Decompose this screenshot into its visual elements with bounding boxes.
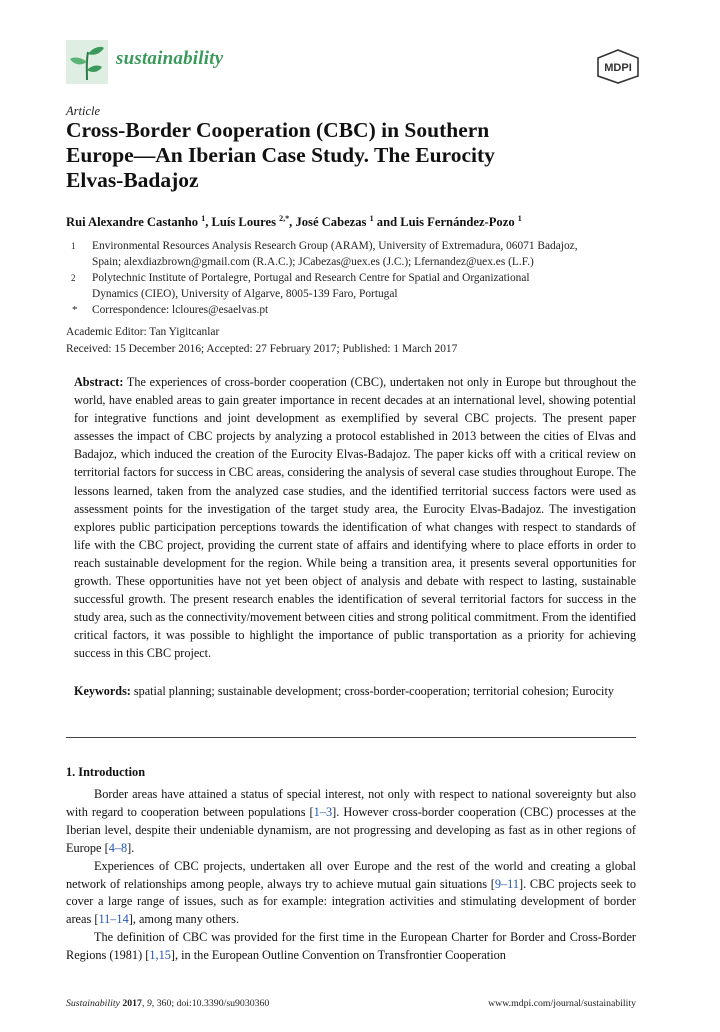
footer-url[interactable]: www.mdpi.com/journal/sustainability (488, 998, 636, 1009)
paragraph-text: The definition of CBC was provided for the first time in the European Charter for Border and Cross-Border Regions (1981) [ (66, 930, 636, 963)
author-name[interactable]: Rui Alexandre Castanho (66, 215, 199, 230)
affiliation-line: Dynamics (CIEO), University of Algarve, 8005-139 Faro, Portugal (92, 288, 398, 300)
journal-leaf-logo-icon (66, 40, 108, 84)
author-separator: , (205, 215, 212, 230)
affiliation-mark: 2 (71, 273, 76, 283)
author-name[interactable]: Luís Loures (211, 215, 276, 230)
paragraph-text: ]. CBC projects seek to cover a large range of issues, such as for example: integration activities and stimulating development of border areas [ (66, 876, 636, 927)
section-divider (66, 737, 636, 738)
affiliation-line: Environmental Resources Analysis Research Group (ARAM), University of Extremadura, 06071 Badajoz, (92, 240, 578, 252)
author-list (66, 214, 646, 230)
paragraph-text: ]. (127, 840, 135, 855)
keywords-label: Keywords: (74, 684, 131, 698)
article-type: Article (66, 104, 101, 118)
citation-link[interactable]: 1,15 (149, 948, 171, 963)
paragraph-text: ]. However cross-border cooperation (CBC) processes at the Iberian level, despite their undeniable dynamism, are not progressing and developing as fast as in other regions of Europe [ (66, 804, 637, 855)
article-meta (66, 324, 457, 358)
correspondence-line: Correspondence: lcloures@esaelvas.pt (92, 304, 269, 316)
footer-volume: 9 (146, 998, 152, 1009)
affiliation-item (66, 302, 646, 318)
citation-link[interactable]: 1–3 (313, 804, 333, 819)
keywords (74, 682, 636, 700)
affiliation-line: Polytechnic Institute of Portalegre, Portugal and Research Centre for Spatial and Organizational (92, 272, 530, 284)
affiliations (66, 238, 646, 318)
paragraph (66, 786, 636, 858)
affiliation-item (66, 270, 646, 302)
publication-dates: Received: 15 December 2016; Accepted: 27 February 2017; Published: 1 March 2017 (66, 343, 458, 355)
academic-editor: Academic Editor: Tan Yigitcanlar (66, 326, 220, 338)
journal-name: sustainability (116, 48, 224, 69)
affiliation-line: Spain; alexdiazbrown@gmail.com (R.A.C.); JCabezas@uex.es (J.C.); Lfernandez@uex.es (L.F.) (92, 256, 534, 268)
journal-header (66, 40, 641, 84)
paragraph-text: ], among many others. (128, 912, 240, 927)
correspondence-mark: * (72, 304, 78, 316)
author-name[interactable]: Luis Fernández-Pozo (400, 215, 515, 230)
author-separator: and (373, 215, 401, 230)
paragraph (66, 929, 636, 965)
introduction-body (66, 786, 636, 965)
title-line: Europe—An Iberian Case Study. The Eurocity (66, 143, 495, 167)
author-name[interactable]: José Cabezas (295, 215, 367, 230)
author-affiliation-mark: 2,* (279, 214, 290, 223)
title-line: Elvas-Badajoz (66, 168, 199, 192)
paragraph-text: ], in the European Outline Convention on Transfrontier Cooperation (170, 948, 506, 963)
citation-link[interactable]: 4–8 (108, 840, 128, 855)
paragraph-text: Border areas have attained a status of special interest, not only with respect to national sovereignty but also with regard to cooperation between populations [ (66, 787, 636, 819)
publisher-name: MDPI (604, 62, 632, 74)
footer-doi: , 360; doi:10.3390/su9030360 (151, 998, 270, 1009)
paragraph-text: Experiences of CBC projects, undertaken all over Europe and the rest of the world and creating a global network of relationships among people, always try to achieve mutual gain situations [ (66, 858, 636, 891)
author-affiliation-mark: 1 (201, 214, 206, 223)
footer-citation: Sustainability 2017, 9, 360; doi:10.3390/su9030360 (66, 998, 270, 1009)
title-line: Cross-Border Cooperation (CBC) in Southern (66, 118, 490, 142)
affiliation-mark: 1 (71, 241, 76, 251)
paragraph (66, 858, 636, 930)
abstract-label: Abstract: (74, 375, 124, 389)
mdpi-logo-icon (595, 48, 641, 84)
section-heading: 1. Introduction (66, 765, 146, 779)
abstract (74, 373, 636, 663)
author-affiliation-mark: 1 (517, 214, 522, 223)
article-title (66, 118, 626, 193)
footer-year: 2017 (122, 998, 142, 1009)
abstract-text: The experiences of cross-border cooperation (CBC), undertaken not only in Europe but throughout the world, have enabled areas to gain greater importance in recent decades at an international level, showing potential for integrative functions and joint development as exemplified by several CBC projects. The present paper assesses the impact of CBC projects by analyzing a protocol established in 2013 between the cities of Elvas and Badajoz, which induced the creation of the Eurocity Elvas-Badajoz. The paper kicks off with a critical review on territorial factors for success in CBC areas, considering the analysis of several case studies throughout Europe. The lessons learned, taken from the analyzed case studies, and the identified territorial success factors were used as assessment points for the investigation of the target study area, the Eurocity Elvas-Badajoz. The investigation explores public participation perceptions towards the identification of what changes with respect to standards of life with the CBC project, providing the current state of affairs and identifying where to place efforts in order to reach sustainable development for the region. While being a transition area, it presents several opportunities for growth. These opportunities have not yet been object of analysis and debate with respect to lasting, sustainable successful growth. The present research enables the identification of several territorial factors for success in the study area, such as the connectivity/movement between cities and strong political commitment. From the identified critical factors, it was possible to highlight the importance of public transportation as a priority for achieving success in this CBC project. (74, 375, 636, 661)
citation-link[interactable]: 11–14 (98, 912, 129, 927)
author-separator: , (289, 215, 296, 230)
citation-link[interactable]: 9–11 (494, 876, 519, 891)
affiliation-item (66, 238, 646, 270)
keywords-text: spatial planning; sustainable development; cross-border-cooperation; territorial cohesion; Eurocity (130, 684, 614, 698)
author-affiliation-mark: 1 (369, 214, 374, 223)
footer-journal: Sustainability (66, 998, 120, 1009)
